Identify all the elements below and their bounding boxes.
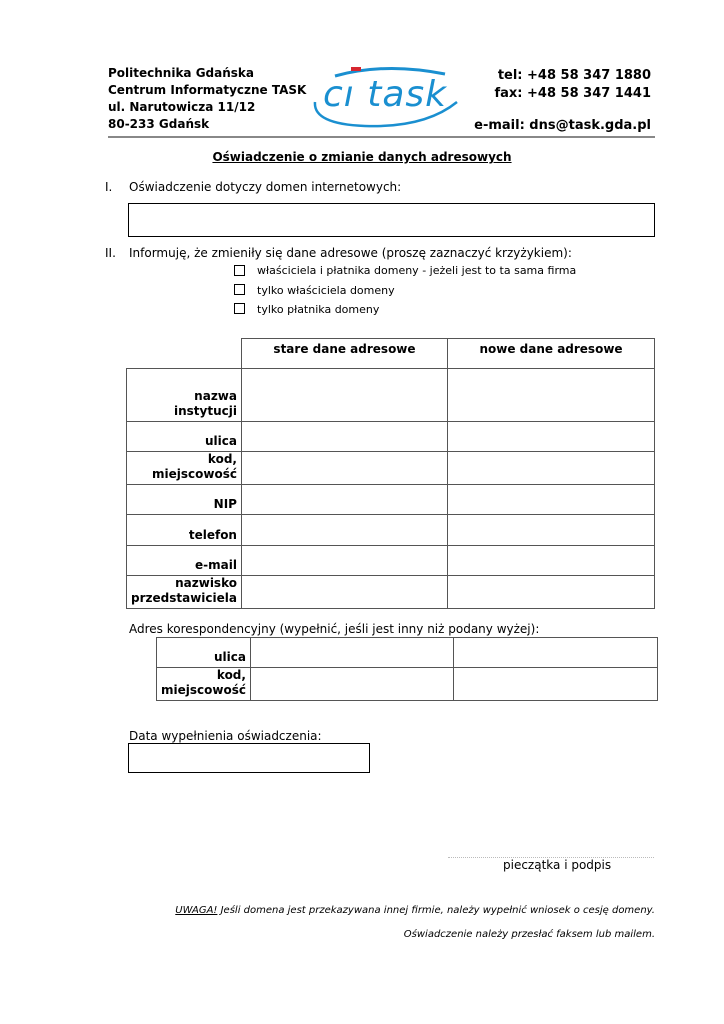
section2-text: Informuję, że zmieniły się dane adresowe (proszę zaznaczyć krzyżykiem): [129, 246, 572, 260]
row-label-representative: nazwisko przedstawiciela [127, 576, 242, 609]
section1-text: Oświadczenie dotyczy domen internetowych: [129, 180, 402, 194]
cell-old-street[interactable] [241, 422, 447, 452]
signature-label: pieczątka i podpis [503, 858, 612, 872]
checkbox-payer-only[interactable] [234, 303, 245, 314]
email: e-mail: dns@task.gda.pl [474, 118, 651, 133]
ci-task-logo [305, 62, 465, 132]
row-label-postal-city: kod, miejscowość [127, 452, 242, 485]
date-label: Data wypełnienia oświadczenia: [129, 729, 322, 743]
corr-cell-postal-city-1[interactable] [250, 668, 453, 701]
cell-old-nip[interactable] [241, 485, 447, 515]
row-label-phone: telefon [127, 515, 242, 546]
corr-cell-street-1[interactable] [250, 638, 453, 668]
phone: tel: +48 58 347 1880 [497, 68, 651, 83]
row-label-institution: nazwa instytucji [127, 369, 242, 422]
warning-label: UWAGA! [175, 905, 218, 916]
logo-text: cı task [323, 74, 448, 115]
org-line: Centrum Informatyczne TASK [108, 83, 307, 97]
date-field[interactable] [128, 743, 370, 773]
cell-new-street[interactable] [448, 422, 655, 452]
cell-old-email[interactable] [241, 546, 447, 576]
cell-new-postal-city[interactable] [448, 452, 655, 485]
domains-field[interactable] [128, 203, 655, 237]
option-label: tylko właściciela domeny [257, 284, 395, 297]
row-label-street: ulica [127, 422, 242, 452]
fax: fax: +48 58 347 1441 [494, 86, 651, 101]
corr-cell-postal-city-2[interactable] [453, 668, 657, 701]
org-line: 80-233 Gdańsk [108, 117, 210, 131]
col-header-old: stare dane adresowe [241, 339, 447, 369]
corr-row-label-street: ulica [157, 638, 251, 668]
correspondence-text: Adres korespondencyjny (wypełnić, jeśli jest inny niż podany wyżej): [129, 622, 540, 636]
cell-old-phone[interactable] [241, 515, 447, 546]
checkbox-owner-only[interactable] [234, 284, 245, 295]
col-header-new: nowe dane adresowe [448, 339, 655, 369]
cell-new-representative[interactable] [448, 576, 655, 609]
org-line: ul. Narutowicza 11/12 [108, 100, 256, 114]
option-label: właściciela i płatnika domeny - jeżeli jest to ta sama firma [257, 264, 577, 277]
header-divider [108, 136, 655, 138]
section2-number: II. [105, 246, 116, 260]
checkbox-owner-and-payer[interactable] [234, 265, 245, 276]
cell-new-phone[interactable] [448, 515, 655, 546]
row-label-email: e-mail [127, 546, 242, 576]
send-note: Oświadczenie należy przesłać faksem lub mailem. [403, 929, 655, 940]
org-line: Politechnika Gdańska [108, 66, 255, 80]
address-table [126, 338, 655, 609]
option-label: tylko płatnika domeny [257, 303, 380, 316]
cell-new-institution[interactable] [448, 369, 655, 422]
row-label-nip: NIP [127, 485, 242, 515]
organization-address [108, 65, 306, 133]
section1-number: I. [105, 180, 113, 194]
correspondence-table [156, 637, 658, 701]
cell-old-postal-city[interactable] [241, 452, 447, 485]
corr-cell-street-2[interactable] [453, 638, 657, 668]
corr-row-label-postal-city: kod, miejscowość [157, 668, 251, 701]
warning-text: Jeśli domena jest przekazywana innej firmie, należy wypełnić wniosek o cesję domeny. [217, 905, 655, 916]
warning-note [175, 905, 655, 916]
page-title: Oświadczenie o zmianie danych adresowych [212, 150, 512, 164]
cell-old-institution[interactable] [241, 369, 447, 422]
cell-old-representative[interactable] [241, 576, 447, 609]
cell-new-email[interactable] [448, 546, 655, 576]
cell-new-nip[interactable] [448, 485, 655, 515]
